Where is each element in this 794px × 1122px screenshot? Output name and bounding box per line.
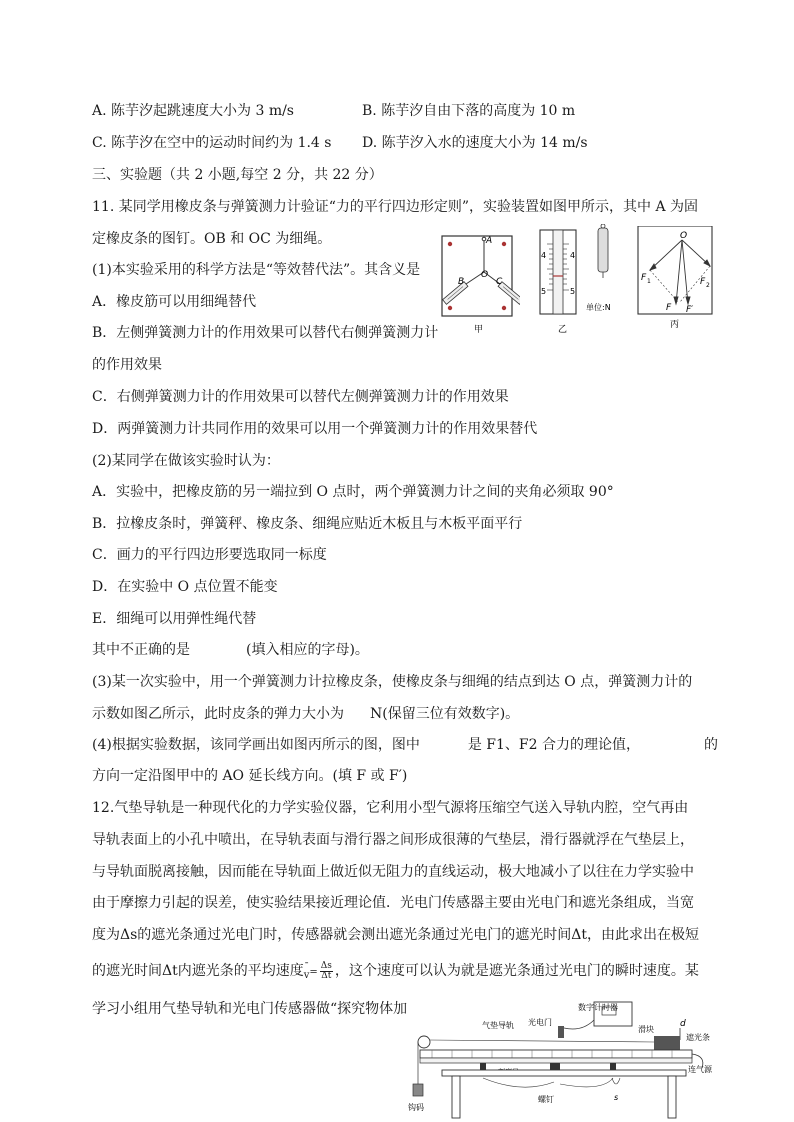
q12-line6: 的遮光时间Δt内遮光条的平均速度 ˉ $_v$= $\frac{\Delta s}{\Delta t}$ ，这个速度可以认为就是遮光条通过光电门的瞬时速度。某 xyxy=(92,961,699,986)
screw-left xyxy=(480,1063,486,1070)
figure-bing xyxy=(636,226,718,336)
gate-wire xyxy=(564,1020,594,1029)
hook-weight xyxy=(413,1084,423,1096)
label-b: B xyxy=(458,277,465,287)
q10-option-b: B. 陈芋汐自由下落的高度为 10 m xyxy=(362,103,576,119)
photo-gate xyxy=(558,1026,564,1038)
q11-part2-option-c: C．画力的平行四边形要选取同一标度 xyxy=(92,547,327,563)
table-leg-left xyxy=(452,1076,460,1118)
table-top xyxy=(442,1070,686,1076)
scale-slot xyxy=(553,230,563,314)
label-f1-sub: 1 xyxy=(647,278,651,285)
caption-yi: 乙 xyxy=(558,325,568,334)
label-f2: F xyxy=(700,277,706,287)
q11-part4-line2: 方向一定沿图甲中的 AO 延长线方向。(填 F 或 F′) xyxy=(92,768,408,784)
timer-label: 数字计时器 xyxy=(578,1003,618,1012)
q11-part1: (1)本实验采用的科学方法是“等效替代法”。其含义是 xyxy=(92,262,421,278)
corner-pin xyxy=(448,306,452,310)
screw-label: 螺钉 xyxy=(538,1095,554,1104)
tick-5-left: 5 xyxy=(541,287,547,296)
figure-jia xyxy=(440,228,520,338)
s-label: s xyxy=(614,1093,619,1102)
q12-line5: 度为Δs的遮光条通过光电门时，传感器就会测出遮光条通过光电门的遮光时间Δt，由此求出在极短 xyxy=(92,927,700,943)
q11-part4-line1: (4)根据实验数据，该同学画出如图丙所示的图，图中 是 F1、F2 合力的理论值， 的 xyxy=(92,737,718,753)
slider-label: 滑块 xyxy=(638,1025,654,1034)
q12-line3: 与导轨面脱离接触，因而能在导轨面上做近似无阻力的直线运动，极大地减小了以往在力学实验中 xyxy=(92,864,694,880)
tick-4-left: 4 xyxy=(541,251,547,260)
q12-line4: 由于摩擦力引起的误差，使实验结果接近理论值．光电门传感器主要由光电门和遮光条组成，当宽 xyxy=(92,895,694,911)
label-f1: F xyxy=(641,273,647,283)
section-heading: 三、实验题（共 2 小题,每空 2 分，共 22 分） xyxy=(92,167,383,183)
q11-stem-line2: 定橡皮条的图钉。OB 和 OC 为细绳。 xyxy=(92,231,332,247)
v-bar: ˉ $_v$ xyxy=(303,962,310,981)
spring-scale-small xyxy=(598,228,608,272)
screw-mid xyxy=(550,1063,560,1070)
figure-yi xyxy=(534,224,630,334)
label-c: C xyxy=(496,277,503,287)
q11-part1-option-b-cont: 的作用效果 xyxy=(92,357,162,373)
screw-right xyxy=(610,1063,616,1070)
q11-part1-option-a: A．橡皮筋可以用细绳替代 xyxy=(92,294,257,310)
q10-option-d: D. 陈芋汐入水的速度大小为 14 m/s xyxy=(362,135,588,151)
q11-part1-option-c: C．右侧弹簧测力计的作用效果可以替代左侧弹簧测力计的作用效果 xyxy=(92,389,509,405)
q11-part3-line2: 示数如图乙所示，此时皮条的弹力大小为 N(保留三位有效数字)。 xyxy=(92,706,520,722)
corner-pin xyxy=(502,306,506,310)
caption-jia: 甲 xyxy=(474,325,484,335)
label-f-prime: F′ xyxy=(686,305,694,315)
weight-label: 钩码 xyxy=(408,1103,424,1112)
q11-stem-line1: 11. 某同学用橡皮条与弹簧测力计验证“力的平行四边形定则”，实验装置如图甲所示，其中 A 为固 xyxy=(92,199,699,215)
slider-block xyxy=(654,1036,680,1050)
string xyxy=(430,1040,654,1042)
air-rail xyxy=(420,1050,692,1058)
label-o: O xyxy=(481,270,489,280)
q10-option-c: C. 陈芋汐在空中的运动时间约为 1.4 s xyxy=(92,135,332,151)
tick-5-right: 5 xyxy=(570,287,576,296)
air-label: 连气源 xyxy=(688,1065,712,1074)
q12-line7: 学习小组用气垫导轨和光电门传感器做“探究物体加 xyxy=(92,1001,408,1017)
strip-label: 遮光条 xyxy=(686,1033,710,1042)
caption-bing: 丙 xyxy=(670,320,680,330)
q12-line1: 12.气垫导轨是一种现代化的力学实验仪器，它利用小型气源将压缩空气送入导轨内腔，空气再由 xyxy=(92,800,689,816)
q11-part2-question: 其中不正确的是 (填入相应的字母)。 xyxy=(92,642,369,658)
table-leg-right xyxy=(668,1076,676,1118)
fraction-ds-dt: $\frac{\Delta s}{\Delta t}$ xyxy=(320,960,332,981)
q11-part1-option-d: D．两弹簧测力计共同作用的效果可以用一个弹簧测力计的作用效果替代 xyxy=(92,421,538,437)
pulley xyxy=(418,1036,430,1048)
q11-part3-line1: (3)某一次实验中，用一个弹簧测力计拉橡皮条，使橡皮条与细绳的结点到达 O 点，弹簧测力计的 xyxy=(92,674,693,690)
q11-part2-option-e: E．细绳可以用弹性绳代替 xyxy=(92,611,257,627)
q10-option-a: A. 陈芋汐起跳速度大小为 3 m/s xyxy=(92,103,294,119)
q11-part2-option-a: A．实验中，把橡皮筋的另一端拉到 O 点时，两个弹簧测力计之间的夹角必须取 90° xyxy=(92,484,614,500)
gate-label: 光电门 xyxy=(528,1018,552,1027)
rail-label: 气垫导轨 xyxy=(482,1021,514,1030)
corner-pin xyxy=(502,242,506,246)
ruler xyxy=(420,1058,692,1063)
label-f: F xyxy=(666,303,672,313)
q12-line2: 导轨表面上的小孔中喷出，在导轨表面与滑行器之间形成很薄的气垫层，滑行器就浮在气垫层上， xyxy=(92,832,694,848)
label-o: O xyxy=(680,231,688,241)
label-f2-sub: 2 xyxy=(706,282,710,289)
figure-air-track xyxy=(402,998,724,1122)
unit-label: 单位:N xyxy=(586,303,611,312)
q11-part2-option-b: B．拉橡皮条时，弹簧秤、橡皮条、细绳应贴近木板且与木板平面平行 xyxy=(92,516,523,532)
label-a: A xyxy=(486,236,493,246)
q11-part1-option-b: B．左侧弹簧测力计的作用效果可以替代右侧弹簧测力计 xyxy=(92,325,439,341)
tick-4-right: 4 xyxy=(570,251,576,260)
q11-part2-option-d: D．在实验中 O 点位置不能变 xyxy=(92,579,278,595)
q11-part2: (2)某同学在做该实验时认为： xyxy=(92,453,280,469)
board xyxy=(442,236,512,316)
corner-pin xyxy=(448,242,452,246)
d-label: d xyxy=(680,1019,686,1029)
